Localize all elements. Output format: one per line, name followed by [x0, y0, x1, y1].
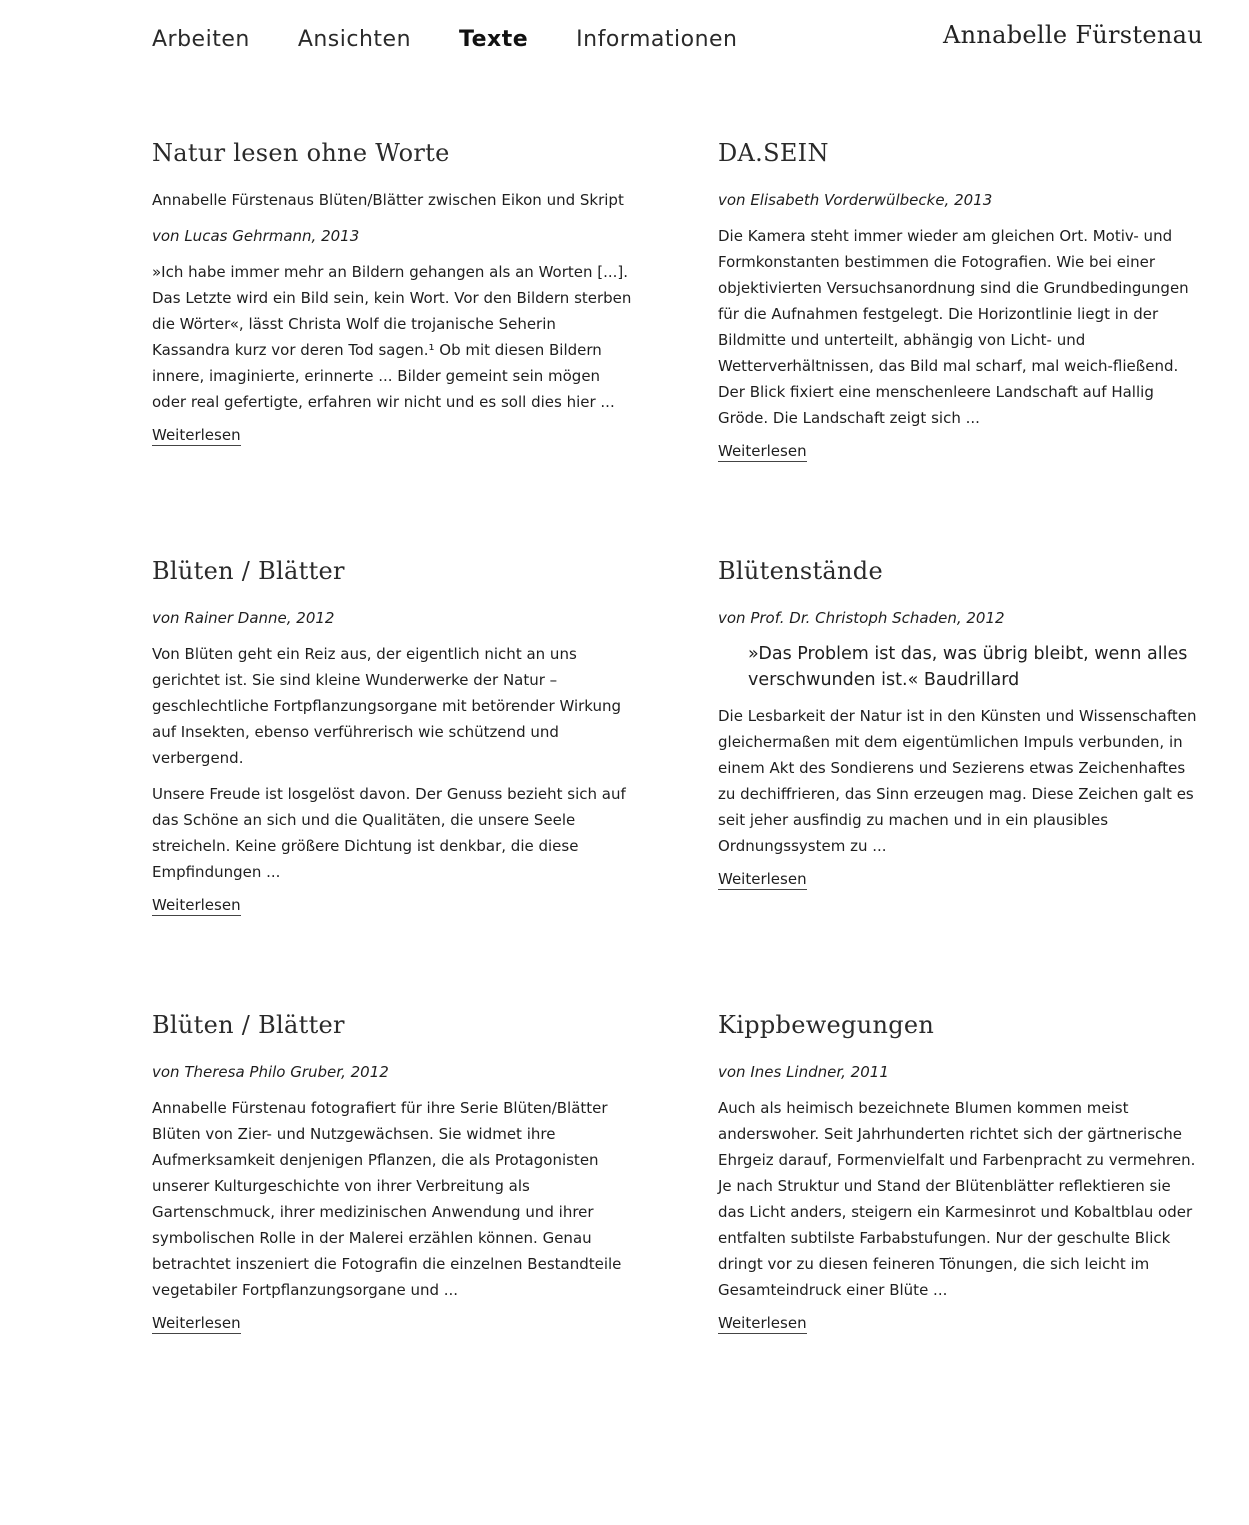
nav-item-arbeiten[interactable]: Arbeiten: [152, 26, 250, 52]
read-more-link[interactable]: Weiterlesen: [152, 1314, 241, 1332]
article-title: Kippbewegungen: [718, 1011, 935, 1039]
read-more-link[interactable]: Weiterlesen: [152, 426, 241, 444]
article-card: [152, 136, 632, 446]
article-card: [718, 1008, 1198, 1334]
nav-item-informationen[interactable]: Informationen: [576, 26, 738, 52]
article-title: Natur lesen ohne Worte: [152, 139, 450, 167]
nav-item-texte[interactable]: Texte: [459, 26, 529, 52]
article-card: [718, 554, 1198, 890]
article-title: Blütenstände: [718, 557, 883, 585]
article-excerpt: Die Kamera steht immer wieder am gleichen Ort. Motiv- und Formkonstanten bestimmen die Fotografien. Wie bei einer objektivierten Versuchsanordnung sind die Grundbedingungen für die Aufnahmen festgelegt. Die Horizontlinie liegt in der Bildmitte und unterteilt, abhängig von Licht- und Wetterverhältnissen, das Bild mal scharf, mal weich-fließend. Der Blick fixiert eine menschenleere Landschaft auf Hallig Gröde. Die Landschaft zeigt sich ...: [718, 227, 1189, 427]
article-card: [718, 136, 1198, 462]
article-excerpt: Auch als heimisch bezeichnete Blumen kommen meist anderswoher. Seit Jahrhunderten richtet sich der gärtnerische Ehrgeiz darauf, Formenvielfalt und Farbenpracht zu vermehren. Je nach Struktur und Stand der Blütenblätter reflektieren sie das Licht anders, steigern ein Karmesinrot und Kobaltblau oder entfalten subtilste Farbabstufungen. Nur der geschulte Blick dringt vor zu diesen feineren Tönungen, die sich leicht im Gesamteindruck einer Blüte ...: [718, 1099, 1196, 1299]
article-excerpt: Von Blüten geht ein Reiz aus, der eigentlich nicht an uns gerichtet ist. Sie sind kleine Wunderwerke der Natur – geschlechtliche Fortpflanzungsorgane mit betörender Wirkung auf Insekten, ebenso verführerisch wie schützend und verbergend.: [152, 645, 622, 767]
article-byline: von Rainer Danne, 2012: [152, 609, 335, 627]
article-byline: von Prof. Dr. Christoph Schaden, 2012: [718, 609, 1005, 627]
article-excerpt: Annabelle Fürstenau fotografiert für ihre Serie Blüten/Blätter Blüten von Zier- und Nutzgewächsen. Sie widmet ihre Aufmerksamkeit denjenigen Pflanzen, die als Protagonisten unserer Kulturgeschichte von ihrer Verbreitung als Gartenschmuck, ihrer medizinischen Anwendung und ihrer symbolischen Rolle in der Malerei erzählen können. Genau betrachtet inszeniert die Fotografin die einzelnen Bestandteile vegetabiler Fortpflanzungsorgane und ...: [152, 1099, 622, 1299]
article-card: [152, 554, 632, 916]
article-byline: von Ines Lindner, 2011: [718, 1063, 889, 1081]
site-title[interactable]: Annabelle Fürstenau: [943, 21, 1203, 49]
read-more-link[interactable]: Weiterlesen: [152, 896, 241, 914]
article-excerpt: »Ich habe immer mehr an Bildern gehangen als an Worten [...]. Das Letzte wird ein Bild sein, kein Wort. Vor den Bildern sterben die Wörter«, lässt Christa Wolf die trojanische Seherin Kassandra kurz vor deren Tod sagen.¹ Ob mit diesen Bildern innere, imaginierte, erinnerte ... Bilder gemeint sein mögen oder real gefertigte, erfahren wir nicht und es soll dies hier ...: [152, 263, 632, 411]
article-title: Blüten / Blätter: [152, 557, 345, 585]
read-more-link[interactable]: Weiterlesen: [718, 870, 807, 888]
article-byline: von Lucas Gehrmann, 2013: [152, 227, 360, 245]
main-nav: [152, 22, 786, 56]
article-quote: »Das Problem ist das, was übrig bleibt, wenn alles verschwunden ist.« Baudrillard: [748, 644, 1188, 690]
read-more-link[interactable]: Weiterlesen: [718, 1314, 807, 1332]
read-more-link[interactable]: Weiterlesen: [718, 442, 807, 460]
article-title: Blüten / Blätter: [152, 1011, 345, 1039]
article-title: DA.SEIN: [718, 139, 829, 167]
article-byline: von Theresa Philo Gruber, 2012: [152, 1063, 389, 1081]
article-card: [152, 1008, 632, 1334]
article-excerpt: Unsere Freude ist losgelöst davon. Der Genuss bezieht sich auf das Schöne an sich und die Qualitäten, die unsere Seele streicheln. Keine größere Dichtung ist denkbar, die diese Empfindungen ...: [152, 785, 626, 881]
article-byline: von Elisabeth Vorderwülbecke, 2013: [718, 191, 993, 209]
nav-item-ansichten[interactable]: Ansichten: [297, 26, 412, 52]
article-excerpt: Die Lesbarkeit der Natur ist in den Künsten und Wissenschaften gleichermaßen mit dem eigentümlichen Impuls verbunden, in einem Akt des Sondierens und Sezierens etwas Zeichenhaftes zu dechiffrieren, das Sinn erzeugen mag. Diese Zeichen galt es seit jeher ausfindig zu machen und in ein plausibles Ordnungssystem zu ...: [718, 707, 1197, 855]
article-subtitle: Annabelle Fürstenaus Blüten/Blätter zwischen Eikon und Skript: [152, 191, 624, 209]
